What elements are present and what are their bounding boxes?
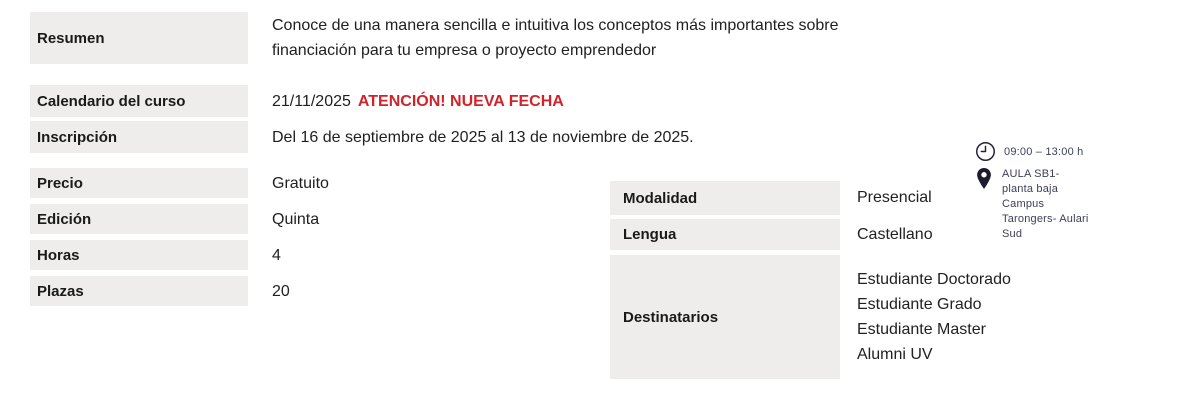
row-value-inscripcion: Del 16 de septiembre de 2025 al 13 de noviembre de 2025. — [272, 128, 694, 146]
table-row — [30, 85, 910, 117]
schedule-block — [975, 141, 1105, 242]
row-value-precio: Gratuito — [272, 174, 329, 192]
row-label-precio: Precio — [30, 168, 248, 198]
row-label-edicion: Edición — [30, 204, 248, 234]
row-label-resumen: Resumen — [30, 12, 248, 64]
row-value-lengua: Castellano — [857, 225, 933, 243]
table-row — [610, 255, 1050, 379]
schedule-time-row — [975, 141, 1105, 162]
row-label-calendario: Calendario del curso — [30, 85, 248, 117]
new-date-alert: ATENCIÓN! NUEVA FECHA — [357, 92, 564, 110]
row-value-horas: 4 — [272, 246, 281, 264]
location-pin-icon — [975, 167, 993, 190]
row-label-destinatarios: Destinatarios — [610, 255, 840, 379]
row-value-modalidad: Presencial — [857, 189, 932, 206]
row-label-modalidad: Modalidad — [610, 181, 840, 215]
row-value-calendario — [272, 85, 564, 117]
row-label-horas: Horas — [30, 240, 248, 270]
row-label-plazas: Plazas — [30, 276, 248, 306]
row-value-plazas: 20 — [272, 282, 290, 300]
location-line: Campus Tarongers- Aulari Sud — [1002, 198, 1089, 240]
schedule-location-row — [975, 167, 1105, 242]
row-value-destinatarios — [857, 255, 1011, 379]
clock-icon — [975, 141, 996, 162]
audience-item: Estudiante Doctorado — [857, 271, 1011, 288]
audience-item: Estudiante Grado — [857, 296, 982, 313]
audience-item: Alumni UV — [857, 346, 933, 363]
row-label-lengua: Lengua — [610, 219, 840, 250]
audience-item: Estudiante Master — [857, 321, 986, 338]
location-line: AULA SB1- planta baja — [1002, 168, 1060, 195]
course-date: 21/11/2025 — [272, 92, 351, 110]
schedule-time: 09:00 – 13:00 h — [1004, 145, 1084, 158]
row-label-inscripcion: Inscripción — [30, 121, 248, 153]
table-row — [30, 121, 910, 153]
table-row — [30, 12, 910, 64]
row-value-resumen: Conoce de una manera sencilla e intuitiva los conceptos más importantes sobre financiación para tu empresa o proyecto emprendedor — [272, 17, 839, 59]
schedule-location — [1002, 167, 1092, 242]
row-value-edicion: Quinta — [272, 210, 320, 228]
